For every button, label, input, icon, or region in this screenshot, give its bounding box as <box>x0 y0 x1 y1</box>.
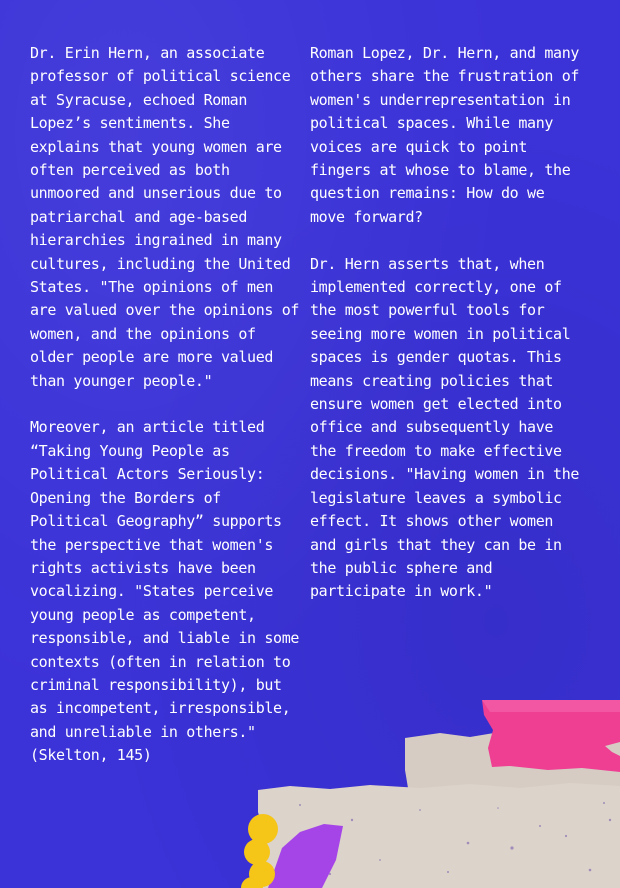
paragraph: Dr. Erin Hern, an associate professor of political science at Syracuse, echoed Roman Lopez’s sentiments. She explains that young women are often perceived as both unmoored and unserious due to patriarchal and age-based hierarchies ingrained in many cultures, including the United States. "The opinions of men are valued over the opinions of women, and the opinions of older people are more valued than younger people." <box>30 44 300 390</box>
pink-tape <box>482 700 620 772</box>
torn-paper-back <box>405 732 620 888</box>
text-column-left <box>30 42 302 791</box>
paragraph: Roman Lopez, Dr. Hern, and many others share the frustration of women's underrepresentation in political spaces. While many voices are quick to point fingers at whose to blame, the question remains: How do we move forward? <box>310 44 580 226</box>
paragraph: Moreover, an article titled “Taking Young People as Political Actors Seriously: Opening the Borders of Political Geography” supports the perspective that women's rights activists have been vocalizing. "States perceive young people as competent, responsible, and liable in some contexts (often in relation to criminal responsibility), but as incompetent, irresponsible, and unreliable in others." (Skelton, 145) <box>30 418 300 765</box>
paragraph: Dr. Hern asserts that, when implemented correctly, one of the most powerful tools for seeing more women in political spaces is gender quotas. This means creating policies that ensure women get elected into office and subsequently have the freedom to make effective decisions. "Having women in the legislature leaves a symbolic effect. It shows other women and girls that they can be in the public sphere and participate in work." <box>310 254 580 601</box>
paper-speckles <box>299 802 611 875</box>
text-column-right <box>310 42 586 627</box>
torn-paper-front <box>258 783 620 888</box>
yellow-beads <box>241 814 278 888</box>
purple-shape <box>268 824 343 888</box>
